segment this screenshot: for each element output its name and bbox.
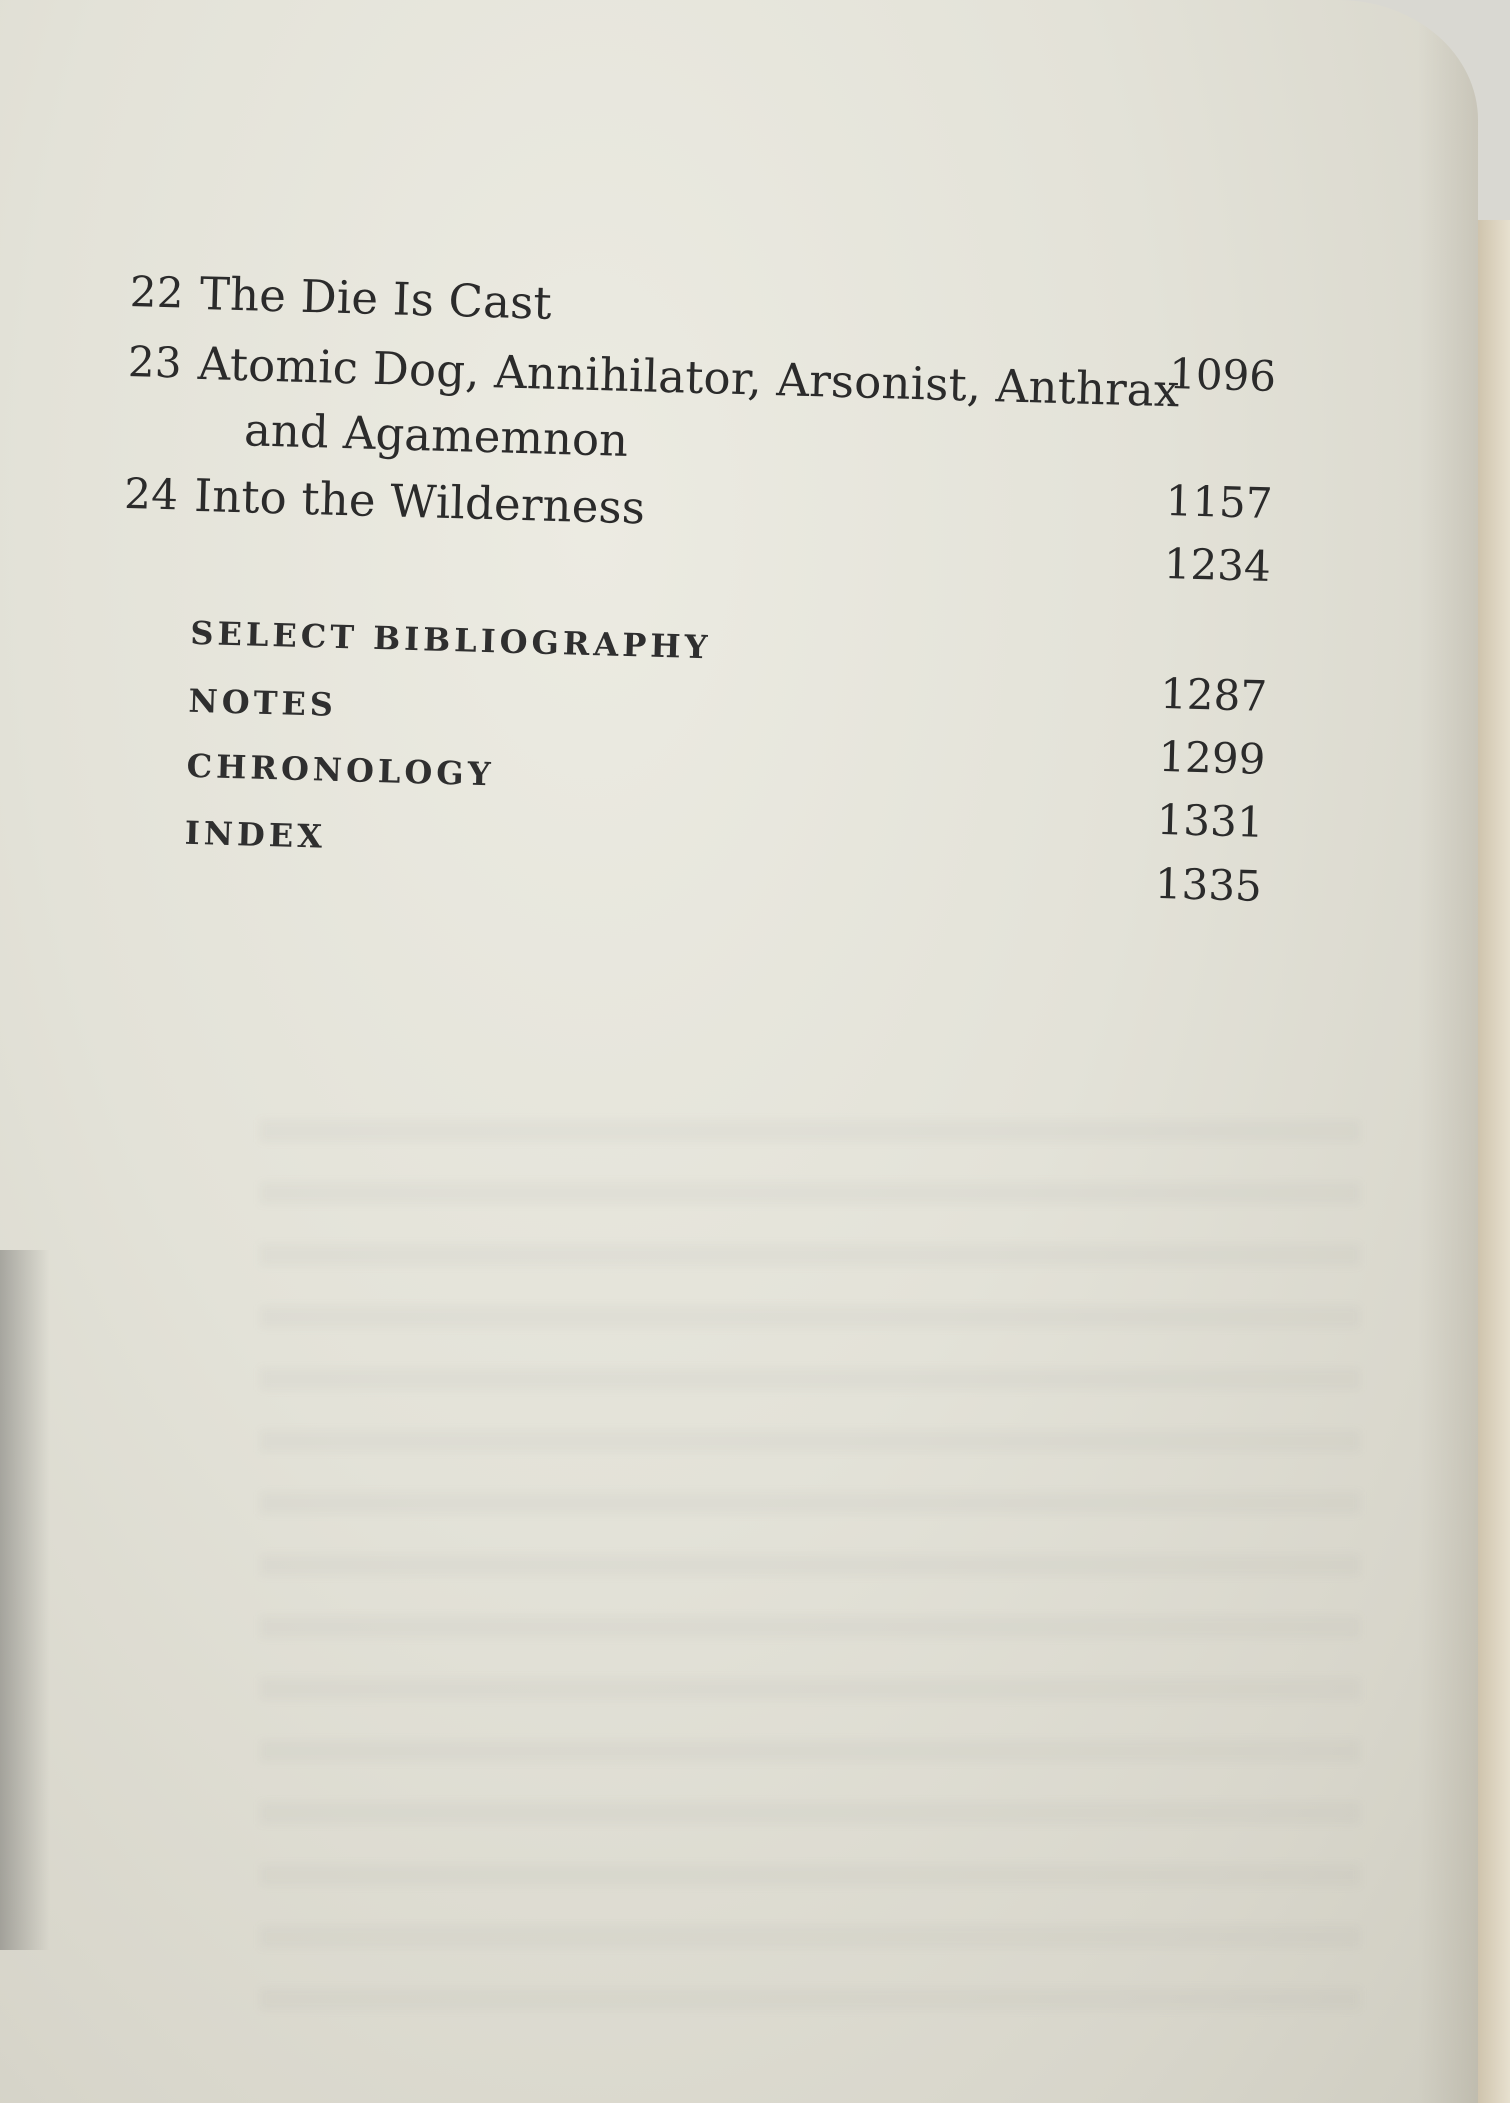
chapter-title: Atomic Dog, Annihilator, Arsonist, Anthrax (197, 336, 1181, 418)
bleed-through-text (260, 1120, 1360, 2020)
chapter-title: Into the Wilderness (193, 468, 646, 535)
toc-page-number: 1335 (1154, 858, 1263, 911)
adjacent-page-edge (1478, 220, 1510, 2103)
chapter-number: 22 (129, 267, 185, 318)
page-shadow (0, 1250, 50, 1950)
toc-entry-notes: NOTES (188, 681, 338, 724)
toc-page-number: 1157 (1164, 476, 1274, 528)
table-of-contents (0, 0, 1478, 1037)
chapter-number: 23 (127, 336, 183, 388)
toc-page-number: 1331 (1156, 794, 1265, 847)
toc-entry-index: INDEX (184, 813, 327, 856)
toc-page-number: 1096 (1168, 349, 1277, 402)
toc-page-number: 1299 (1157, 731, 1267, 784)
toc-entry-bibliography: SELECT BIBLIOGRAPHY (189, 613, 712, 667)
chapter-title-continuation: and Agamemnon (243, 403, 629, 467)
chapter-title: The Die Is Cast (199, 266, 553, 330)
toc-page-number: 1287 (1159, 668, 1268, 721)
toc-page-number: 1234 (1163, 538, 1272, 591)
toc-entry-chronology: CHRONOLOGY (186, 746, 495, 794)
chapter-number: 24 (123, 468, 179, 520)
